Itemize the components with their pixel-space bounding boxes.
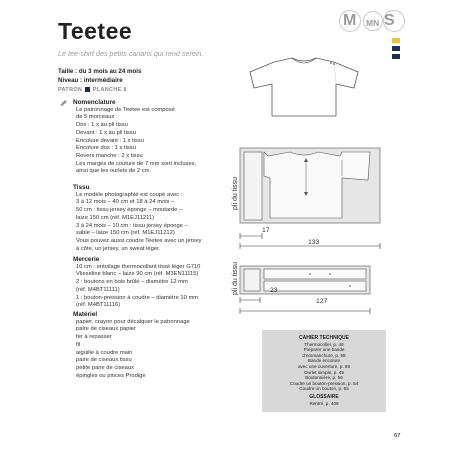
level-label: Niveau :	[58, 77, 83, 84]
patron-reference	[58, 87, 127, 93]
mercerie-line: (réf. M4BT11111)	[76, 286, 120, 293]
technical-note-line: Thermocoller, p. 48	[304, 341, 344, 347]
nomenclature-line: Dos : 1 x au pli tissu	[76, 122, 128, 129]
mercerie-line: (réf. M4BT11116)	[76, 302, 121, 309]
dimension-large-1: 133	[308, 239, 320, 246]
patron-label: PATRON	[58, 87, 83, 93]
nomenclature-heading: Nomenclature	[73, 99, 116, 106]
nomenclature-line: Les marges de couture de 7 mm sont incluses,	[76, 160, 197, 167]
patron-square-icon	[85, 87, 90, 92]
nomenclature-section	[64, 99, 214, 176]
page-number: 67	[394, 433, 401, 439]
size-value: du 3 mois au 24 mois	[78, 68, 142, 75]
mercerie-line: 1 : bouton-pression à coudre – diamètre 10 mm	[76, 294, 199, 301]
planche-label: PLANCHE 8	[92, 87, 127, 93]
page-subtitle: Le tee-shirt des petits canaris qui rend serein.	[58, 49, 204, 58]
level-value: intermédiaire	[83, 77, 123, 84]
size-mn-badge: MN	[366, 18, 380, 28]
materiel-line: paire de ciseaux papier	[76, 326, 136, 333]
size-label: Taille :	[58, 68, 78, 75]
swatch-navy-1	[392, 46, 400, 51]
nomenclature-body	[64, 107, 214, 176]
materiel-line: paire de ciseaux tissu	[76, 357, 132, 364]
cutting-layout-diagram-1	[230, 140, 400, 255]
swatch-mustard	[392, 38, 400, 43]
tissu-line: sable – laize 150 cm (réf. M1EJ11212)	[76, 230, 175, 237]
technical-notes-box	[262, 330, 386, 412]
nomenclature-line: Revers manche : 2 x tissu	[76, 152, 143, 159]
materiel-heading: Matériel	[73, 311, 98, 318]
materiel-line: papier, crayon pour décalquer le patronnage	[76, 318, 190, 325]
materiel-line: épingles ou pinces Prodige	[76, 372, 146, 379]
technical-note-line: Bande encolure	[307, 358, 341, 364]
technical-notes-heading: CAHIER TECHNIQUE	[298, 335, 349, 341]
glossary-heading: GLOSSAIRE	[309, 393, 339, 400]
technical-note-line: Boutonnière, p. 56	[305, 375, 343, 381]
tissu-section	[64, 184, 214, 253]
dimension-large-2: 127	[316, 298, 328, 305]
swatch-navy-2	[392, 54, 400, 59]
glossary-line: Rentré, p. 409	[309, 400, 339, 406]
page-title: Teetee	[58, 18, 133, 44]
fold-label-1: pli du tissu	[232, 176, 239, 210]
technical-note-line: Coudre un bouton-pression, p. 54	[289, 380, 359, 386]
tissu-line: Vous pouvez aussi coudre Teetee avec un jersey	[76, 237, 202, 244]
mercerie-line: 10 cm : entoilage thermocollant tissé léger G710	[76, 263, 201, 270]
tissu-line: Le modèle photographié est coupé avec :	[76, 191, 183, 198]
fold-label-2: pli du tissu	[232, 261, 239, 295]
tissu-line: 3 à 24 mois – 10 cm : tissu jersey éponge –	[76, 222, 188, 229]
materiel-line: fil	[76, 341, 81, 348]
tissu-line: laize 150 cm (réf. M1EJ11211)	[76, 214, 155, 221]
nomenclature-line: ainsi que les ourlets de 2 cm.	[76, 168, 152, 175]
technical-note-line: Coudre un bouton, p. 55	[299, 386, 349, 392]
tissu-line: 3 à 12 mois – 40 cm et 18 à 24 mois –	[76, 199, 175, 206]
tissu-body	[64, 192, 214, 254]
size-m-badge: M	[343, 12, 357, 29]
materiel-section	[64, 311, 214, 380]
technical-notes-content	[262, 336, 386, 406]
nomenclature-line: Encolure dos : 1 x tissu	[76, 145, 136, 152]
tissu-line: à côte, un jersey, un sweat léger.	[76, 245, 161, 252]
tissu-line: 50 cm : tissu jersey éponge – moutarde –	[76, 207, 183, 214]
technical-note-line: d’emmanchure, p. 68	[302, 352, 346, 358]
nomenclature-line: Devant : 1 x au pli tissu	[76, 129, 136, 136]
dimension-small-2: 23	[270, 287, 278, 294]
pattern-info	[58, 67, 141, 85]
materiel-line: petite paire de ciseaux	[76, 364, 135, 371]
nomenclature-line: Le patronnage de Teetee est composé	[76, 106, 175, 113]
mercerie-section	[64, 256, 214, 310]
mercerie-body	[64, 264, 214, 310]
level-line	[58, 76, 141, 85]
technical-note-line: Préparer une bande	[303, 347, 345, 353]
size-line	[58, 67, 141, 76]
tissu-heading: Tissu	[73, 184, 90, 191]
mercerie-line: 2 : boutons en bois brûlé – diamètre 12 mm	[76, 279, 188, 286]
nomenclature-line: de 5 morceaux :	[76, 114, 118, 121]
size-s-badge: S	[384, 12, 395, 29]
technical-note-line: Ourlet simple, p. 49	[304, 369, 344, 375]
mercerie-heading: Mercerie	[73, 256, 100, 263]
materiel-line: aiguille à coudre main	[76, 349, 133, 356]
dimension-small-1: 17	[262, 227, 270, 234]
tshirt-flat-drawing	[234, 52, 374, 122]
mercerie-line: Vlieseline blanc – laize 90 cm (réf. M3EN11115)	[76, 271, 199, 278]
materiel-line: fer à repasser	[76, 334, 112, 341]
materiel-body	[64, 319, 214, 381]
nomenclature-line: Encolure devant : 1 x tissu	[76, 137, 144, 144]
cutting-layout-diagram-2	[230, 260, 400, 320]
technical-note-line: avec une ouverture, p. 69	[297, 363, 351, 369]
